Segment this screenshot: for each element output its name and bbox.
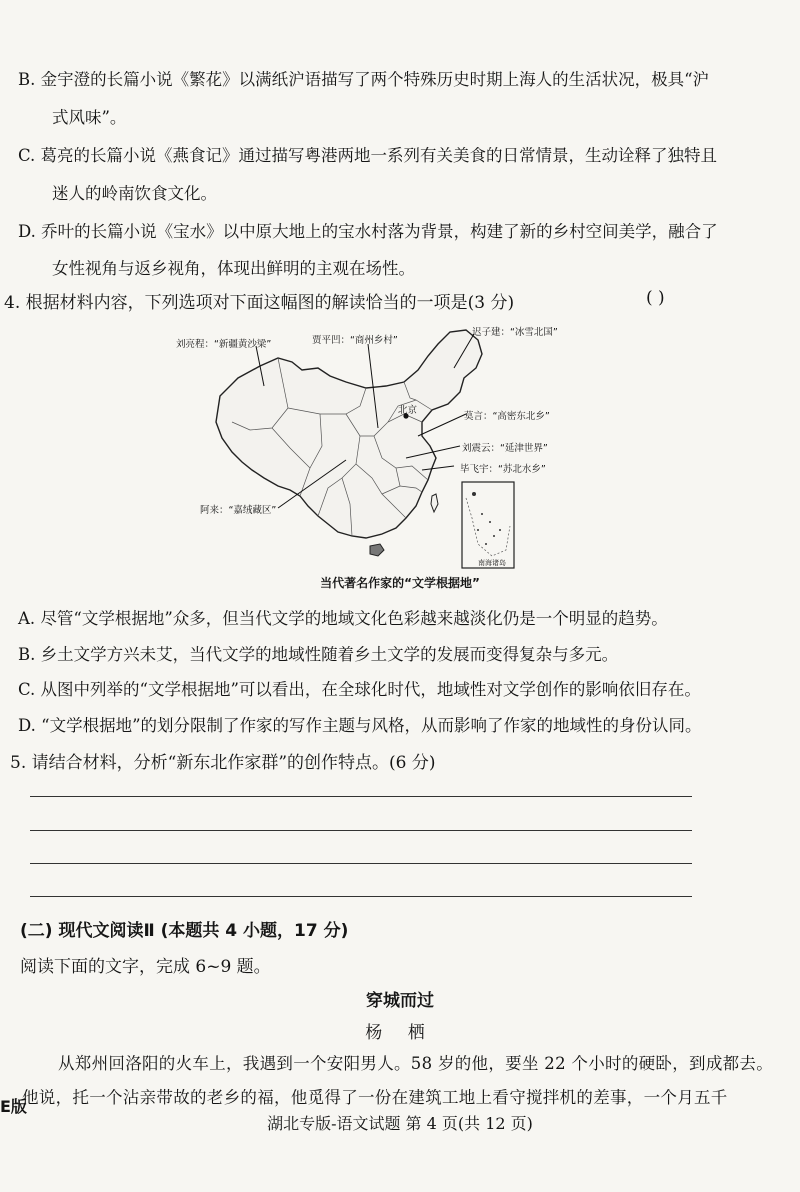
story-paragraph-line-1: 从郑州回洛阳的火车上，我遇到一个安阳男人。58 岁的他，要坐 22 个小时的硬卧，到成都去。: [58, 1054, 774, 1073]
south-china-sea-inset: [462, 482, 514, 568]
story-title: 穿城而过: [366, 991, 434, 1011]
answer-line-1[interactable]: [30, 796, 692, 797]
answer-line-3[interactable]: [30, 863, 692, 864]
reading-instruction: 阅读下面的文字，完成 6~9 题。: [20, 957, 271, 977]
hainan-island: [370, 544, 384, 556]
option-d-cont: 女性视角与返乡视角，体现出鲜明的主观在场性。: [52, 259, 415, 278]
label-liu-zhenyun: 刘震云：“延津世界”: [462, 443, 548, 454]
option-d: D. 乔叶的长篇小说《宝水》以中原大地上的宝水村落为背景，构建了新的乡村空间美学，融合了: [18, 222, 718, 241]
q4-option-a: A. 尽管“文学根据地”众多，但当代文学的地域文化色彩越来越淡化仍是一个明显的趋势。: [18, 609, 668, 628]
inset-label: 南海诸岛: [478, 559, 506, 567]
label-jia-pingwa: 贾平凹：“商州乡村”: [312, 335, 398, 346]
q4-option-c: C. 从图中列举的“文学根据地”可以看出，在全球化时代，地域性对文学创作的影响依旧存在。: [18, 680, 701, 699]
answer-line-4[interactable]: [30, 896, 692, 897]
option-b: B. 金宇澄的长篇小说《繁花》以满纸沪语描写了两个特殊历史时期上海人的生活状况，极具“沪: [18, 70, 710, 89]
q4-option-d: D. “文学根据地”的划分限制了作家的写作主题与风格，从而影响了作家的地域性的身份认同。: [18, 716, 702, 735]
label-chi-zijian: 迟子建：“冰雪北国”: [472, 327, 558, 338]
story-paragraph-line-2: 他说，托一个沾亲带故的老乡的福，他觅得了一份在建筑工地上看守搅拌机的差事，一个月五千: [22, 1088, 728, 1107]
answer-paren: ( ): [646, 288, 665, 308]
map-caption: 当代著名作家的“文学根据地”: [320, 576, 480, 590]
answer-line-2[interactable]: [30, 830, 692, 831]
option-b-cont: 式风味”。: [52, 108, 127, 127]
label-liu-liangcheng: 刘亮程：“新疆黄沙梁”: [176, 339, 272, 350]
label-mo-yan: 莫言：“高密东北乡”: [464, 411, 550, 422]
question-5: 5. 请结合材料，分析“新东北作家群”的创作特点。(6 分): [10, 753, 436, 773]
page-footer: 湖北专版-语文试题 第 4 页(共 12 页): [267, 1114, 533, 1133]
china-map-figure: [160, 318, 558, 580]
question-4: 4. 根据材料内容，下列选项对下面这幅图的解读恰当的一项是(3 分): [4, 293, 515, 313]
story-author: 杨 栖: [365, 1023, 435, 1043]
q4-option-b: B. 乡土文学方兴未艾，当代文学的地域性随着乡土文学的发展而变得复杂与多元。: [18, 645, 619, 664]
label-bi-feiyu: 毕飞宇：“苏北水乡”: [460, 464, 546, 475]
option-c-cont: 迷人的岭南饮食文化。: [52, 184, 217, 203]
section-heading: (二) 现代文阅读Ⅱ (本题共 4 小题，17 分): [20, 921, 349, 941]
label-a-lai: 阿来：“嘉绒藏区”: [200, 505, 277, 516]
label-beijing: 北京: [398, 405, 418, 416]
taiwan-island: [431, 494, 438, 512]
option-c: C. 葛亮的长篇小说《燕食记》通过描写粤港两地一系列有关美食的日常情景，生动诠释了独特且: [18, 146, 718, 165]
corner-mark: E版: [0, 1097, 27, 1116]
